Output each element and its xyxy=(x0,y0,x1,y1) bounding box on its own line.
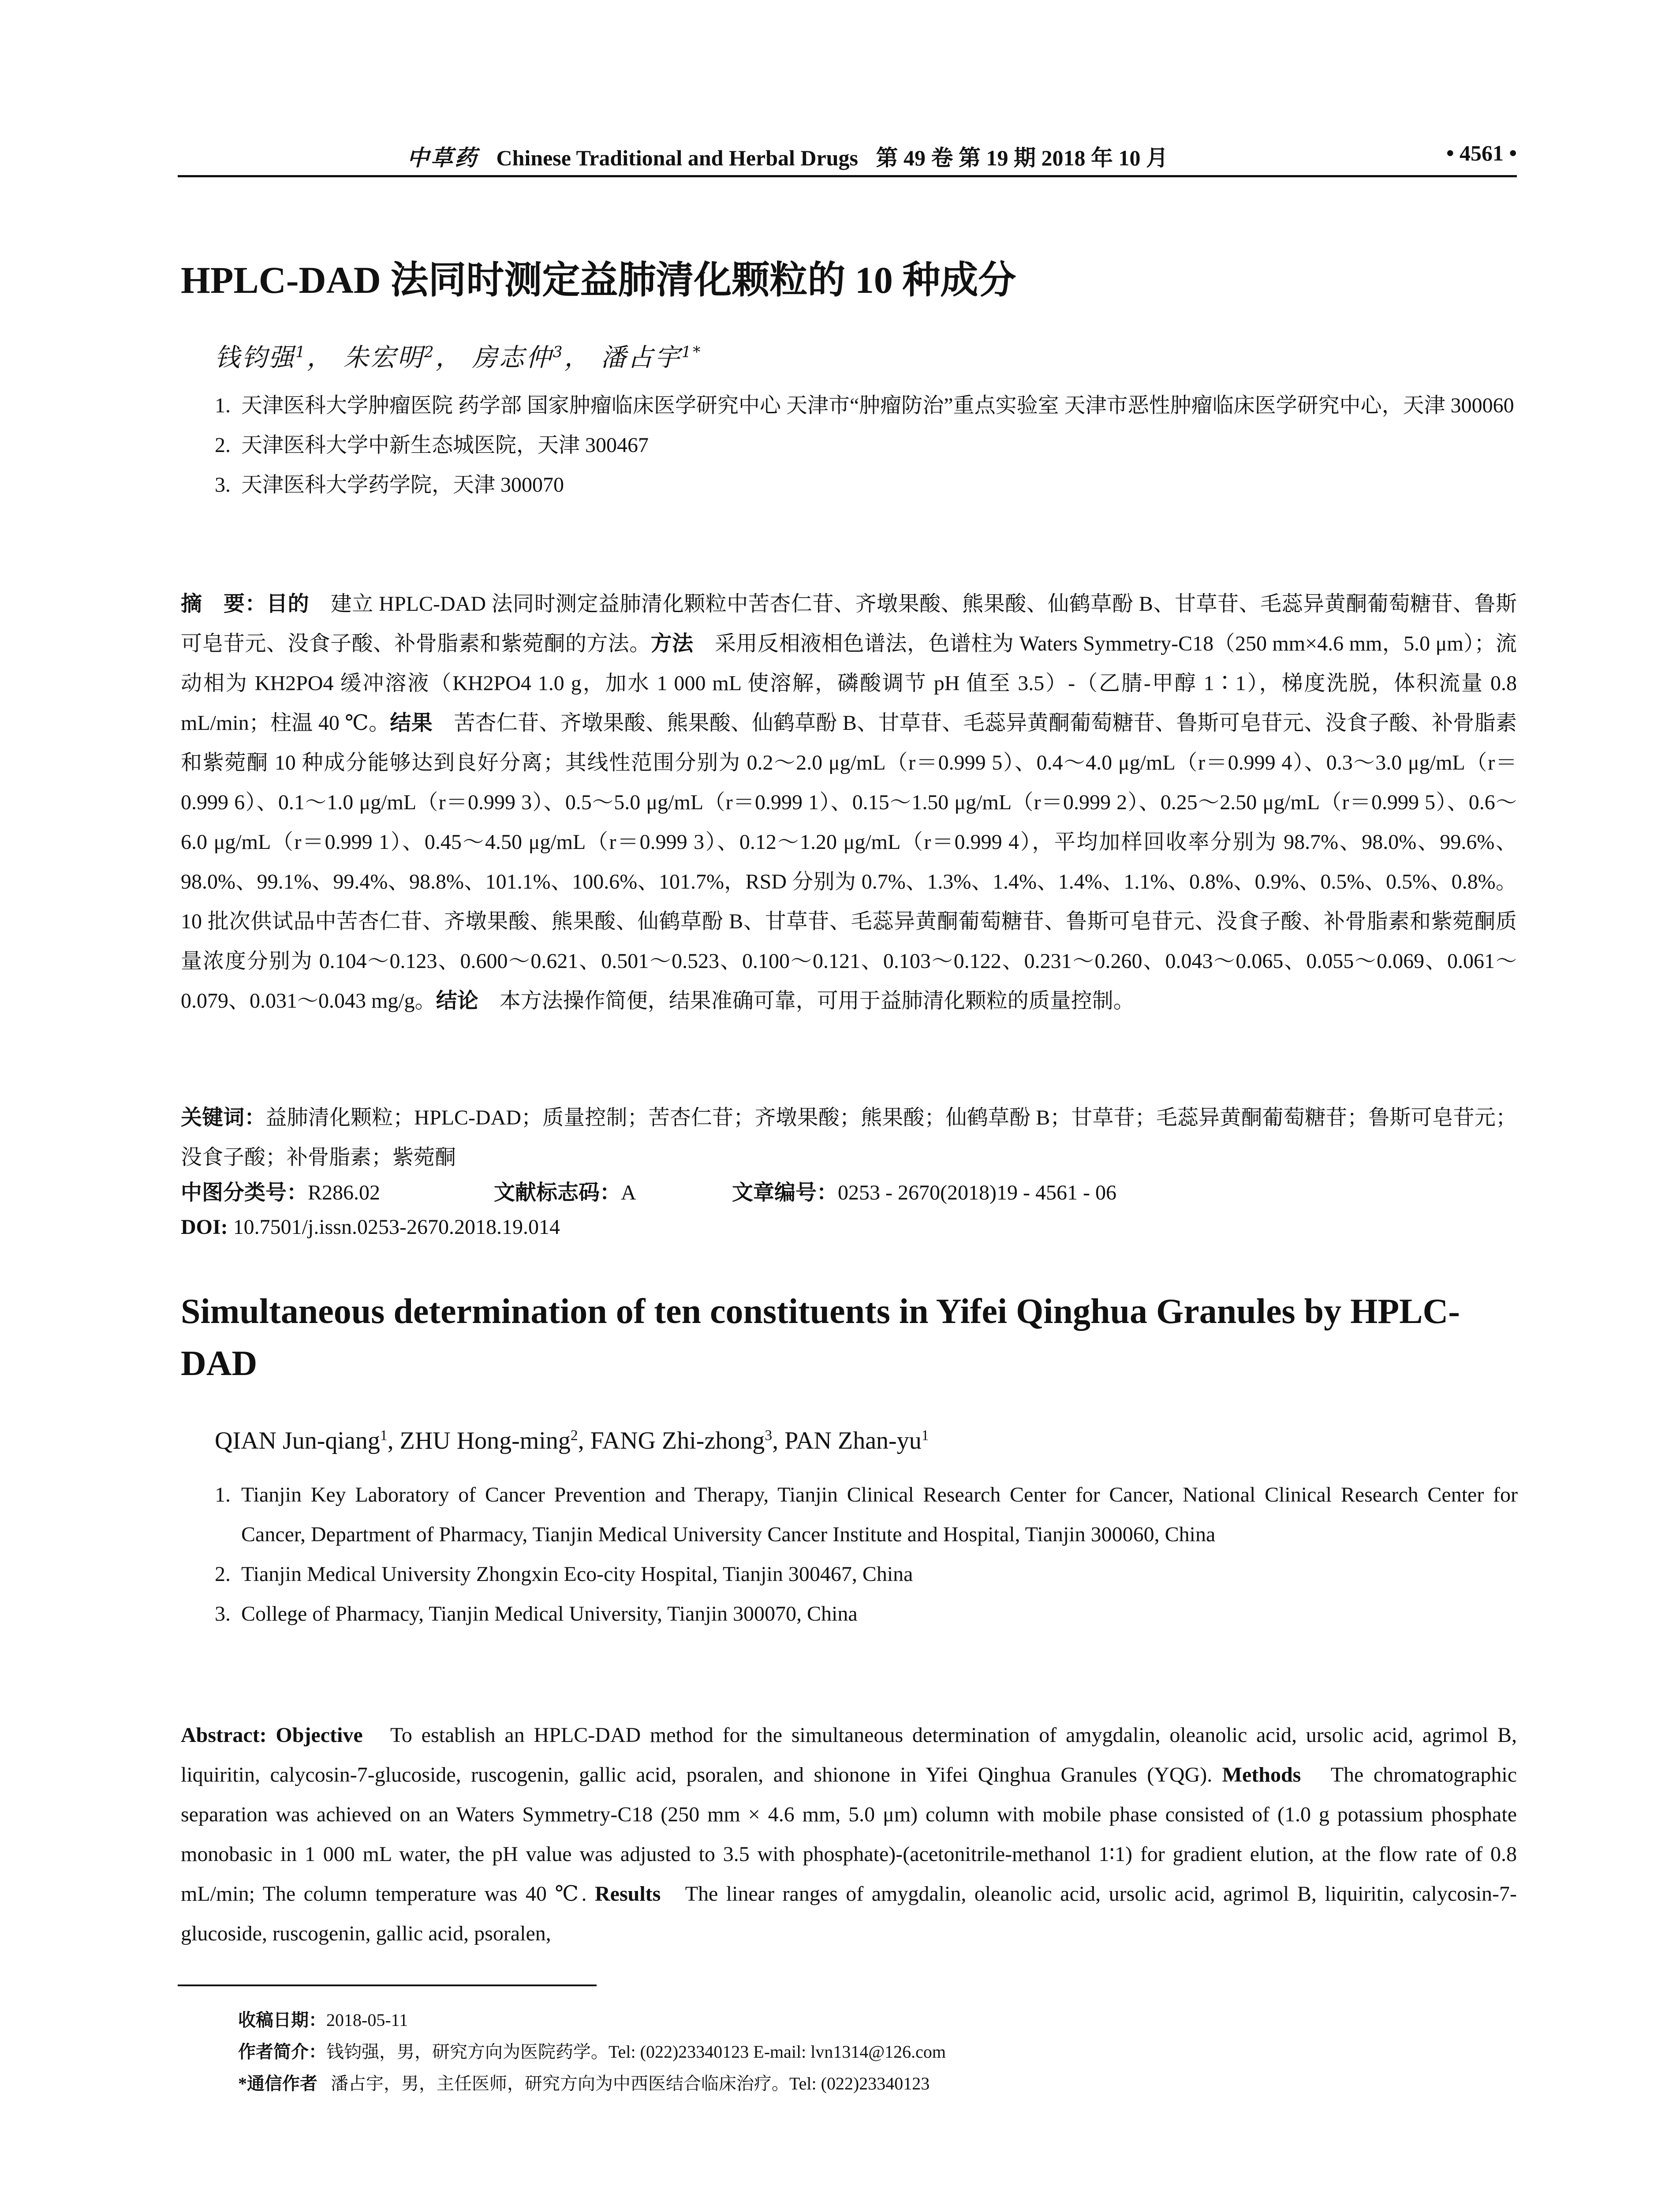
abstract-objective-label: Abstract: Objective xyxy=(181,1723,363,1747)
author-affiliation-mark: 1 xyxy=(921,1427,929,1444)
footnotes xyxy=(238,2004,946,2100)
objective-label: 目的 xyxy=(266,592,310,616)
author-en xyxy=(784,1427,929,1454)
author-bio-text: 钱钧强，男，研究方向为医院药学。Tel: (022)23340123 E-mail: lvn1314@126.com xyxy=(326,2042,946,2062)
abstract-cn xyxy=(181,584,1517,1021)
author-name: ZHU Hong-ming xyxy=(399,1427,571,1454)
results-label: Results xyxy=(594,1882,661,1906)
doi-link[interactable]: 10.7501/j.issn.0253-2670.2018.19.014 xyxy=(233,1215,560,1239)
doc-code-segment xyxy=(494,1175,732,1206)
received-date: 2018-05-11 xyxy=(326,2010,408,2030)
article-number-label: 文章编号： xyxy=(732,1181,838,1204)
footnote-rule xyxy=(178,1984,597,1986)
author-separator: ， xyxy=(564,343,591,372)
affiliation-item xyxy=(215,1475,1518,1555)
journal-issue: 第 49 卷 第 19 期 2018 年 10 月 xyxy=(876,146,1168,170)
author-separator: , xyxy=(772,1427,785,1454)
journal-name-cn: 中草药 xyxy=(407,145,478,171)
affiliation-number: 2. xyxy=(215,434,231,457)
author-separator: , xyxy=(578,1427,590,1454)
affiliations-en xyxy=(215,1475,1518,1634)
affiliation-item xyxy=(215,386,1518,426)
affiliations-cn xyxy=(215,386,1518,505)
affiliation-number: 1. xyxy=(215,394,231,417)
clc-segment xyxy=(181,1175,494,1206)
footnote-author-bio xyxy=(238,2036,946,2068)
header-rule xyxy=(178,175,1517,177)
results-text: The linear ranges of amygdalin, oleanolic acid, ursolic acid, agrimol B, liquiritin, calycosin-7-glucoside, ruscogenin, gallic acid, psoralen, xyxy=(181,1882,1517,1945)
affiliation-item xyxy=(215,465,1518,505)
affiliation-text: 天津医科大学中新生态城医院，天津 300467 xyxy=(241,434,649,457)
doi-label: DOI: xyxy=(181,1215,228,1239)
author-name: 钱钧强 xyxy=(215,343,295,372)
objective-text: To establish an HPLC-DAD method for the simultaneous determination of amygdalin, oleanolic acid, ursolic acid, agrimol B, liquiritin, calycosin-7-glucoside, ruscogenin, gallic acid, psoralen, and shionone in Yifei Qinghua Granules (YQG). xyxy=(181,1723,1517,1786)
affiliation-text: 天津医科大学药学院，天津 300070 xyxy=(241,473,564,497)
methods-text: 采用反相液相色谱法，色谱柱为 Waters Symmetry-C18（250 mm×4.6 mm，5.0 μm）；流动相为 KH2PO4 缓冲溶液（KH2PO4 1.0 g，加水 1 000 mL 使溶解，磷酸调节 pH 值至 3.5）-（乙腈-甲醇 1∶1），梯度洗脱，体积流量 0.8 mL/min；柱温 40 ℃。 xyxy=(181,632,1517,735)
affiliation-text: Tianjin Medical University Zhongxin Eco-city Hospital, Tianjin 300467, China xyxy=(241,1562,913,1586)
methods-text: The chromatographic separation was achieved on an Waters Symmetry-C18 (250 mm × 4.6 mm, 5.0 μm) column with mobile phase consisted of (1.0 g potassium phosphate monobasic in 1 000 mL water, the pH value was adjusted to 3.5 with phosphate)-(acetonitrile-methanol 1∶1) for gradient elution, at the flow rate of 0.8 mL/min; The column temperature was 40 ℃. xyxy=(181,1763,1517,1906)
affiliation-text: College of Pharmacy, Tianjin Medical University, Tianjin 300070, China xyxy=(241,1602,858,1626)
affiliation-item xyxy=(215,1555,1518,1594)
abstract-label: 摘 要： xyxy=(181,592,267,616)
page-number: • 4561 • xyxy=(1446,141,1517,165)
author-cn xyxy=(215,343,334,372)
author-en xyxy=(590,1427,784,1454)
abstract-en xyxy=(181,1715,1517,1954)
doc-code-label: 文献标志码： xyxy=(494,1181,621,1204)
affiliation-number: 1. xyxy=(215,1483,231,1506)
keywords-text: 益肺清化颗粒；HPLC-DAD；质量控制；苦杏仁苷；齐墩果酸；熊果酸；仙鹤草酚 B；甘草苷；毛蕊异黄酮葡萄糖苷；鲁斯可皂苷元；没食子酸；补骨脂素；紫菀酮 xyxy=(181,1106,1517,1169)
methods-label: 方法 xyxy=(650,632,694,655)
affiliation-text: 天津医科大学肿瘤医院 药学部 国家肿瘤临床医学研究中心 天津市“肿瘤防治”重点实验室 天津市恶性肿瘤临床医学研究中心，天津 300060 xyxy=(241,394,1514,417)
author-cn xyxy=(601,343,702,372)
author-name: 朱宏明 xyxy=(343,343,424,372)
clc-value: R286.02 xyxy=(308,1181,381,1204)
author-affiliation-mark: 3 xyxy=(553,344,564,361)
author-affiliation-mark: 2 xyxy=(570,1427,578,1444)
author-en xyxy=(215,1427,400,1454)
author-affiliation-mark: 3 xyxy=(765,1427,773,1444)
journal-name-en: Chinese Traditional and Herbal Drugs xyxy=(496,146,858,170)
author-separator: , xyxy=(387,1427,400,1454)
author-bio-label: 作者简介： xyxy=(238,2042,326,2062)
author-affiliation-mark: 1 xyxy=(380,1427,388,1444)
corresponding-text: 潘占宇，男，主任医师，研究方向为中西医结合临床治疗。Tel: (022)23340123 xyxy=(331,2074,930,2093)
affiliation-text: Tianjin Key Laboratory of Cancer Prevention and Therapy, Tianjin Clinical Research Center for Cancer, National Clinical Research Center for Cancer, Department of Pharmacy, Tianjin Medical University Cancer Institute and Hospital, Tianjin 300060, China xyxy=(241,1483,1518,1546)
author-en xyxy=(400,1427,590,1454)
clc-label: 中图分类号： xyxy=(181,1181,308,1204)
keywords-label: 关键词： xyxy=(181,1106,266,1129)
results-text: 苦杏仁苷、齐墩果酸、熊果酸、仙鹤草酚 B、甘草苷、毛蕊异黄酮葡萄糖苷、鲁斯可皂苷元、没食子酸、补骨脂素和紫菀酮 10 种成分能够达到良好分离；其线性范围分别为 0.2～2.0 μg/mL（r＝0.999 5）、0.4～4.0 μg/mL（r＝0.999 4）、0.3～3.0 μg/mL（r＝0.999 6）、0.1～1.0 μg/mL（r＝0.999 3）、0.5～5.0 μg/mL（r＝0.999 1）、0.15～1.50 μg/mL（r＝0.999 2）、0.25～2.50 μg/mL（r＝0.999 5）、0.6～6.0 μg/mL（r＝0.999 1）、0.45～4.50 μg/mL（r＝0.999 3）、0.12～1.20 μg/mL（r＝0.999 4），平均加样回收率分别为 98.7%、98.0%、99.6%、98.0%、99.1%、99.4%、98.8%、101.1%、100.6%、101.7%，RSD 分别为 0.7%、1.3%、1.4%、1.4%、1.1%、0.8%、0.9%、0.5%、0.5%、0.8%。10 批次供试品中苦杏仁苷、齐墩果酸、熊果酸、仙鹤草酚 B、甘草苷、毛蕊异黄酮葡萄糖苷、鲁斯可皂苷元、没食子酸、补骨脂素和紫菀酮质量浓度分别为 0.104～0.123、0.600～0.621、0.501～0.523、0.100～0.121、0.103～0.122、0.231～0.260、0.043～0.065、0.055～0.069、0.061～0.079、0.031～0.043 mg/g。 xyxy=(181,711,1517,1013)
classification-line xyxy=(181,1175,1116,1206)
corresponding-label: *通信作者 xyxy=(238,2074,317,2093)
footnote-corresponding xyxy=(238,2068,946,2100)
author-name: QIAN Jun-qiang xyxy=(215,1427,380,1454)
running-header-left xyxy=(407,140,1180,172)
authors-en xyxy=(215,1427,929,1455)
running-header xyxy=(178,140,1517,171)
affiliation-item xyxy=(215,1594,1518,1634)
author-affiliation-mark: 2 xyxy=(424,344,436,361)
author-separator: ， xyxy=(306,343,334,372)
author-affiliation-mark: 1* xyxy=(681,344,702,361)
conclusion-label: 结论 xyxy=(436,989,478,1013)
footnote-received xyxy=(238,2004,946,2036)
methods-label: Methods xyxy=(1222,1763,1301,1786)
keywords-cn xyxy=(181,1098,1517,1177)
affiliation-number: 2. xyxy=(215,1562,231,1586)
results-label: 结果 xyxy=(390,711,433,735)
affiliation-number: 3. xyxy=(215,473,231,497)
author-separator: ， xyxy=(435,343,463,372)
author-affiliation-mark: 1 xyxy=(295,344,307,361)
article-number-value: 0253 - 2670(2018)19 - 4561 - 06 xyxy=(838,1181,1116,1204)
author-name: 潘占宇 xyxy=(601,343,682,372)
affiliation-item xyxy=(215,426,1518,465)
author-cn xyxy=(472,343,591,372)
received-label: 收稿日期： xyxy=(238,2010,326,2030)
doc-code-value: A xyxy=(621,1181,636,1204)
authors-cn xyxy=(215,337,702,374)
doi-line xyxy=(181,1215,560,1239)
author-name: PAN Zhan-yu xyxy=(784,1427,922,1454)
article-number-segment xyxy=(732,1175,1116,1206)
affiliation-number: 3. xyxy=(215,1602,231,1626)
conclusion-text: 本方法操作简便，结果准确可靠，可用于益肺清化颗粒的质量控制。 xyxy=(499,989,1135,1013)
author-name: FANG Zhi-zhong xyxy=(590,1427,765,1454)
title-en: Simultaneous determination of ten constituents in Yifei Qinghua Granules by HPLC-DAD xyxy=(181,1292,1460,1383)
title-cn: HPLC-DAD 法同时测定益肺清化颗粒的 10 种成分 xyxy=(181,259,1016,301)
objective-text: 建立 HPLC-DAD 法同时测定益肺清化颗粒中苦杏仁苷、齐墩果酸、熊果酸、仙鹤草酚 B、甘草苷、毛蕊异黄酮葡萄糖苷、鲁斯可皂苷元、没食子酸、补骨脂素和紫菀酮的方法。 xyxy=(181,592,1517,655)
author-cn xyxy=(343,343,463,372)
author-name: 房志仲 xyxy=(472,343,553,372)
